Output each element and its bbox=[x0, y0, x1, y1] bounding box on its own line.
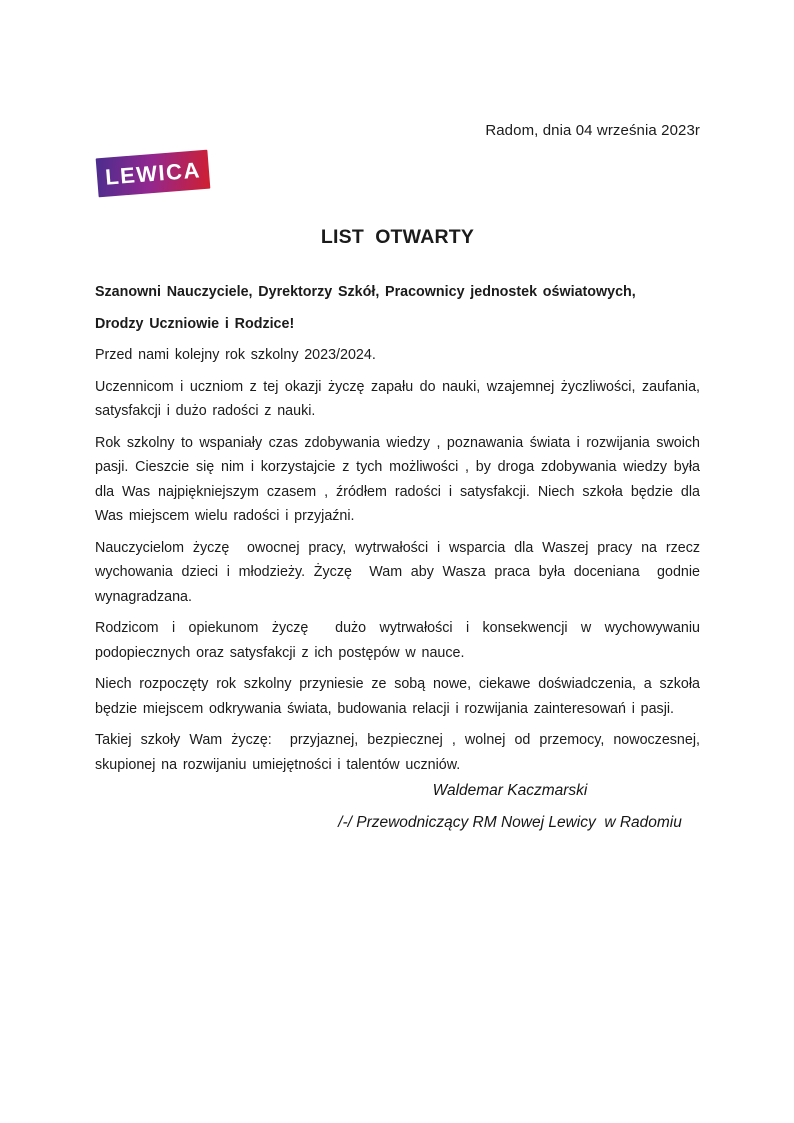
body-paragraph-5: Rodzicom i opiekunom życzę dużo wytrwałości i konsekwencji w wychowywaniu podopiecznych oraz satysfakcji z ich postępów w nauce. bbox=[95, 620, 706, 661]
letter-date: Radom, dnia 04 września 2023r bbox=[485, 122, 700, 139]
body-paragraph-4: Nauczycielom życzę owocnej pracy, wytrwałości i wsparcia dla Waszej pracy na rzecz wychowania dzieci i młodzieży. Życzę Wam aby Wasza praca była doceniana godnie wynagradzana. bbox=[95, 539, 706, 605]
salutation-line-1: Szanowni Nauczyciele, Dyrektorzy Szkół, Pracownicy jednostek oświatowych, bbox=[95, 284, 636, 300]
signature-role: /-/ Przewodniczący RM Nowej Lewicy w Radomiu bbox=[338, 814, 682, 831]
signature-block bbox=[320, 782, 700, 832]
body-paragraph-1: Przed nami kolejny rok szkolny 2023/2024. bbox=[95, 347, 376, 363]
lewica-logo-text: LEWICA bbox=[104, 156, 202, 190]
body-paragraph-2: Uczennicom i uczniom z tej okazji życzę zapału do nauki, wzajemnej życzliwości, zaufania, satysfakcji i dużo radości z nauki. bbox=[95, 378, 706, 419]
salutation-line-2: Drodzy Uczniowie i Rodzice! bbox=[95, 315, 295, 332]
lewica-logo bbox=[96, 150, 211, 198]
body-paragraph-3: Rok szkolny to wspaniały czas zdobywania wiedzy , poznawania świata i rozwijania swoich pasji. Cieszcie się nim i korzystajcie z tych możliwości , by droga zdobywania wiedzy była dla Was najpiękniejszym czasem , źródłem radości i satysfakcji. Niech szkoła będzie dla Was miejscem wielu radości i przyjaźni. bbox=[95, 434, 706, 524]
letter-title: LIST OTWARTY bbox=[320, 226, 475, 248]
signature-name: Waldemar Kaczmarski bbox=[432, 782, 588, 799]
body-paragraph-7: Takiej szkoły Wam życzę: przyjaznej, bezpiecznej , wolnej od przemocy, nowoczesnej, skupionej na rozwijaniu umiejętności i talentów uczniów. bbox=[95, 732, 706, 773]
letter-body bbox=[95, 280, 706, 777]
body-paragraph-6: Niech rozpoczęty rok szkolny przyniesie ze sobą nowe, ciekawe doświadczenia, a szkoła będzie miejscem odkrywania świata, budowania relacji i rozwijania zainteresowań i pasji. bbox=[95, 676, 706, 717]
